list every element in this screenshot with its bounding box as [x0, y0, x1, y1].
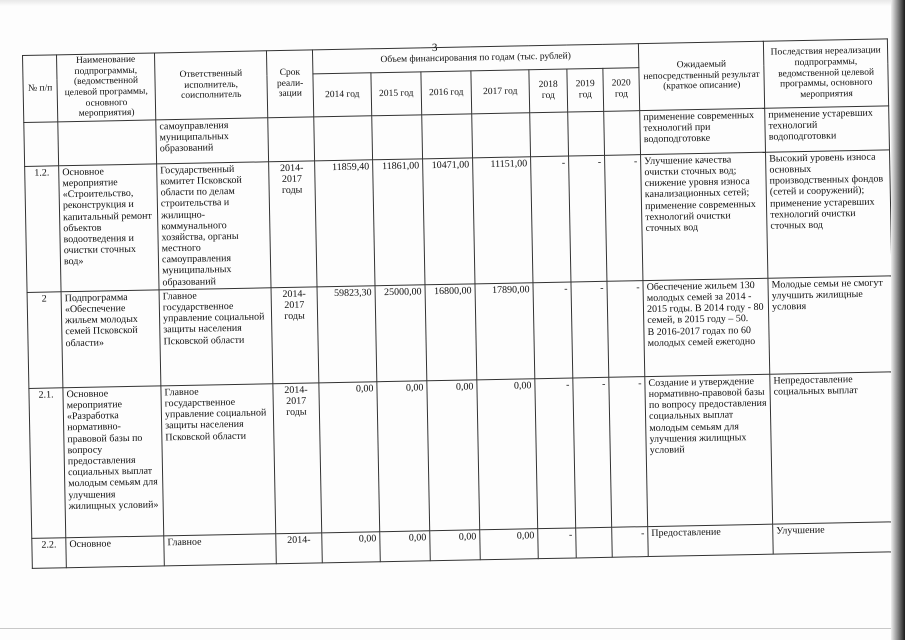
- cell-consequences: Молодые семьи не смогут улучшить жилищные условия: [768, 276, 894, 374]
- cell-responsible: Государственный комитет Псковской области по делам строительства и жилищно-коммунального хозяйства, органы местного самоуправления муниципальных образований: [157, 162, 271, 290]
- cell-value: 11151,00: [473, 157, 533, 284]
- header-year: 2017 год: [471, 70, 530, 114]
- cell-value: 0,00: [427, 380, 480, 531]
- header-name: Наименование подпрограммы, (ведомственной целевой программы, основного мероприятия): [57, 53, 156, 122]
- cell-value: [314, 116, 373, 161]
- cell-name: [58, 120, 157, 166]
- cell-value: 0,00: [380, 531, 431, 562]
- cell-num: 1.2.: [25, 166, 61, 293]
- cell-value: [372, 115, 423, 160]
- cell-value: 10471,00: [423, 158, 475, 285]
- header-financing: Объем финансирования по годам (тыс. рублей): [312, 44, 638, 74]
- cell-value: [568, 111, 605, 156]
- cell-name: Подпрограмма «Обеспечение жильем молодых семей Псковской области»: [61, 290, 161, 388]
- cell-value: 16800,00: [425, 284, 477, 381]
- program-table: [22, 38, 898, 568]
- cell-value: [576, 527, 613, 558]
- cell-value: 11861,00: [373, 159, 425, 286]
- scan-bottom-line: [0, 628, 905, 629]
- cell-result: Улучшение качества очистки сточных вод; снижение уровня износа канализационных сетей; применение современных технологий очистки сточных вод: [641, 152, 768, 280]
- cell-name: Основное: [66, 536, 165, 568]
- table-row: [25, 150, 892, 293]
- scan-top-edge: [0, 0, 905, 6]
- cell-value: 17890,00: [475, 283, 535, 380]
- cell-value: [530, 112, 569, 157]
- header-year: 2019 год: [567, 68, 604, 111]
- cell-result: применение современных технологий при водоподготовке: [640, 108, 766, 154]
- cell-value: -: [573, 377, 612, 528]
- cell-value: -: [533, 282, 573, 379]
- cell-value: 0,00: [322, 532, 381, 563]
- cell-consequences: Улучшение: [773, 522, 898, 554]
- cell-value: -: [571, 281, 609, 378]
- cell-value: [472, 113, 531, 158]
- cell-value: -: [605, 154, 643, 281]
- cell-value: -: [569, 155, 607, 282]
- header-year: 2015 год: [371, 72, 422, 116]
- result-text-extra: В 2016-2017 годах по 60 молодых семей ежегодно: [647, 324, 756, 349]
- cell-responsible: Главное государственное управление социальной защиты населения Псковской области: [159, 288, 273, 386]
- cell-value: 0,00: [480, 528, 539, 559]
- header-result: Ожидаемый непосредственный результат (краткое описание): [638, 41, 764, 110]
- cell-value: 25000,00: [375, 285, 427, 382]
- header-year: 2014 год: [313, 73, 372, 117]
- cell-value: -: [609, 376, 648, 527]
- cell-name: Основное мероприятие «Разработка нормативно-правовой базы по вопросу предоставления социальных выплат молодым семьям для улучшения жилищных условий»: [63, 386, 164, 538]
- table-row: [29, 372, 897, 539]
- cell-term: [268, 117, 315, 162]
- header-term: Срок реали-зации: [266, 50, 313, 118]
- scan-right-edge: [891, 0, 905, 640]
- cell-value: -: [535, 378, 576, 529]
- page-number: 3: [431, 41, 438, 55]
- header-year: 2020 год: [603, 68, 640, 111]
- cell-term: 2014-2017 годы: [269, 161, 317, 288]
- cell-value: -: [531, 156, 571, 283]
- table-row: [27, 276, 894, 389]
- header-year: 2018 год: [529, 69, 568, 112]
- cell-term: 2014-2017 годы: [271, 287, 319, 384]
- cell-value: 11859,40: [315, 160, 375, 287]
- cell-value: 0,00: [430, 530, 481, 561]
- header-num: № п/п: [23, 55, 58, 122]
- cell-value: [604, 110, 641, 155]
- cell-result: Предоставление: [648, 524, 774, 556]
- cell-value: 0,00: [319, 382, 380, 533]
- cell-term: 2014-: [276, 533, 323, 564]
- cell-name: Основное мероприятие «Строительство, реконструкция и капитальный ремонт объектов водоотведения и очистки сточных вод»: [59, 164, 159, 292]
- cell-consequences: Высокий уровень износа основных производственных фондов (сетей и сооружений); применение устаревших технологий очистки сточных вод: [766, 150, 892, 278]
- header-year: 2016 год: [421, 71, 472, 115]
- cell-value: 0,00: [477, 379, 538, 530]
- cell-value: 59823,30: [317, 286, 377, 383]
- cell-value: -: [607, 280, 645, 377]
- cell-value: [422, 114, 473, 159]
- cell-result: Создание и утверждение нормативно-правовой базы по вопросу предоставления социальных выплат молодым семьям для улучшения жилищных условий: [645, 374, 773, 526]
- cell-num: 2.2.: [32, 538, 67, 569]
- cell-num: [24, 122, 59, 167]
- cell-responsible: Главное государственное управление социальной защиты населения Псковской области: [161, 384, 276, 536]
- cell-consequences: Непредоставление социальных выплат: [770, 372, 897, 524]
- cell-responsible: самоуправления муниципальных образований: [156, 118, 269, 164]
- cell-value: 0,00: [377, 381, 430, 532]
- header-consequences: Последствия нереализации подпрограммы, ведомственной целевой программы, основного мероприятия: [763, 39, 888, 108]
- cell-value: -: [538, 528, 577, 559]
- header-responsible: Ответственный исполнитель, соисполнитель: [154, 51, 267, 120]
- document-sheet: [22, 38, 901, 615]
- cell-value: -: [612, 526, 649, 557]
- cell-term: 2014-2017 годы: [273, 383, 322, 534]
- cell-result: [643, 278, 770, 376]
- cell-responsible: Главное: [164, 534, 277, 566]
- cell-consequences: применение устаревших технологий водоподготовки: [765, 106, 890, 152]
- cell-num: 2: [27, 292, 63, 389]
- cell-num: 2.1.: [29, 388, 66, 539]
- result-text: Обеспечение жильем 130 молодых семей за 2014 - 2015 годы. В 2014 году - 80 семей, в 2015 году – 50.: [646, 279, 764, 327]
